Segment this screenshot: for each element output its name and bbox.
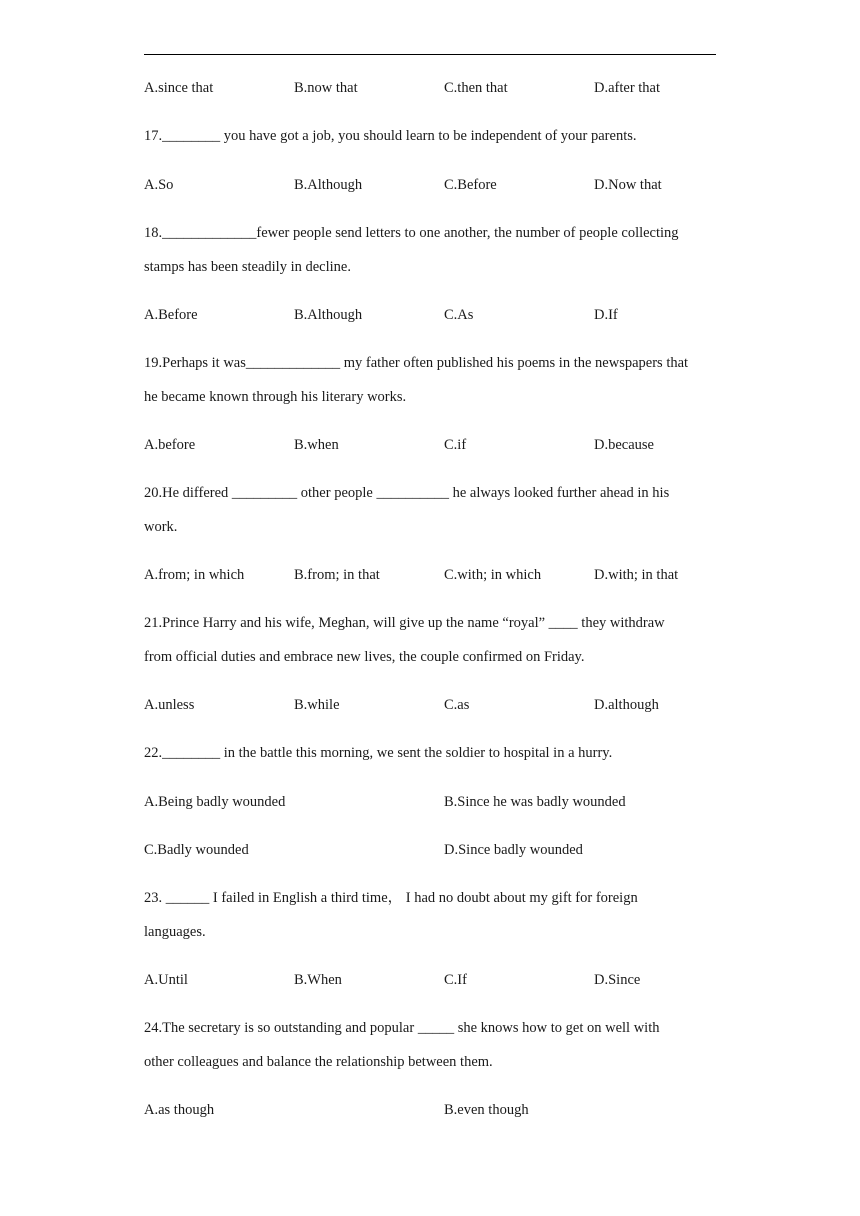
option-d: D.with; in that	[594, 567, 679, 583]
question-text: 21.Prince Harry and his wife, Meghan, will give up the name “royal” ____ they withdraw	[144, 615, 665, 631]
option-d: D.If	[594, 307, 618, 323]
option-c: C.Badly wounded	[144, 842, 249, 858]
question-text: stamps has been steadily in decline.	[144, 259, 351, 275]
header-rule	[144, 54, 716, 55]
option-b: B.while	[294, 697, 340, 713]
question-text: other colleagues and balance the relationship between them.	[144, 1054, 493, 1070]
option-a: A.before	[144, 437, 196, 453]
option-d: D.Since	[594, 972, 641, 988]
option-b: B.when	[294, 437, 339, 453]
option-c: C.Before	[444, 177, 497, 193]
option-c: C.as	[444, 697, 470, 713]
question-text: he became known through his literary works.	[144, 389, 407, 405]
question-text: from official duties and embrace new lives, the couple confirmed on Friday.	[144, 649, 585, 665]
option-d: D.Now that	[594, 177, 662, 193]
option-d: D.after that	[594, 80, 661, 96]
option-a: A.since that	[144, 80, 214, 96]
option-d: D.because	[594, 437, 654, 453]
option-b: B.Although	[294, 307, 363, 323]
question-text: 22.________ in the battle this morning, we sent the soldier to hospital in a hurry.	[144, 745, 613, 761]
question-text: 24.The secretary is so outstanding and popular _____ she knows how to get on well with	[144, 1020, 660, 1036]
option-a: A.as though	[144, 1102, 215, 1118]
question-text: 19.Perhaps it was_____________ my father often published his poems in the newspapers that	[144, 355, 689, 371]
question-text: languages.	[144, 924, 206, 940]
option-d: D.Since badly wounded	[444, 842, 583, 858]
option-a: A.Being badly wounded	[144, 794, 286, 810]
question-text: 20.He differed _________ other people __________ he always looked further ahead in his	[144, 485, 670, 501]
option-c: C.with; in which	[444, 567, 542, 583]
option-b: B.Although	[294, 177, 363, 193]
option-c: C.If	[444, 972, 467, 988]
option-d: D.although	[594, 697, 659, 713]
option-a: A.Until	[144, 972, 188, 988]
question-text: work.	[144, 519, 178, 535]
option-a: A.Before	[144, 307, 198, 323]
option-a: A.So	[144, 177, 174, 193]
option-a: A.from; in which	[144, 567, 245, 583]
option-c: C.then that	[444, 80, 508, 96]
option-b: B.even though	[444, 1102, 529, 1118]
option-b: B.from; in that	[294, 567, 380, 583]
option-b: B.Since he was badly wounded	[444, 794, 626, 810]
option-c: C.if	[444, 437, 467, 453]
option-a: A.unless	[144, 697, 195, 713]
question-text: 18._____________fewer people send letters to one another, the number of people collecting	[144, 225, 679, 241]
question-text: 23. ______ I failed in English a third time， I had no doubt about my gift for foreign	[144, 890, 638, 906]
question-text: 17.________ you have got a job, you should learn to be independent of your parents.	[144, 128, 637, 144]
option-c: C.As	[444, 307, 474, 323]
option-b: B.When	[294, 972, 342, 988]
option-b: B.now that	[294, 80, 358, 96]
